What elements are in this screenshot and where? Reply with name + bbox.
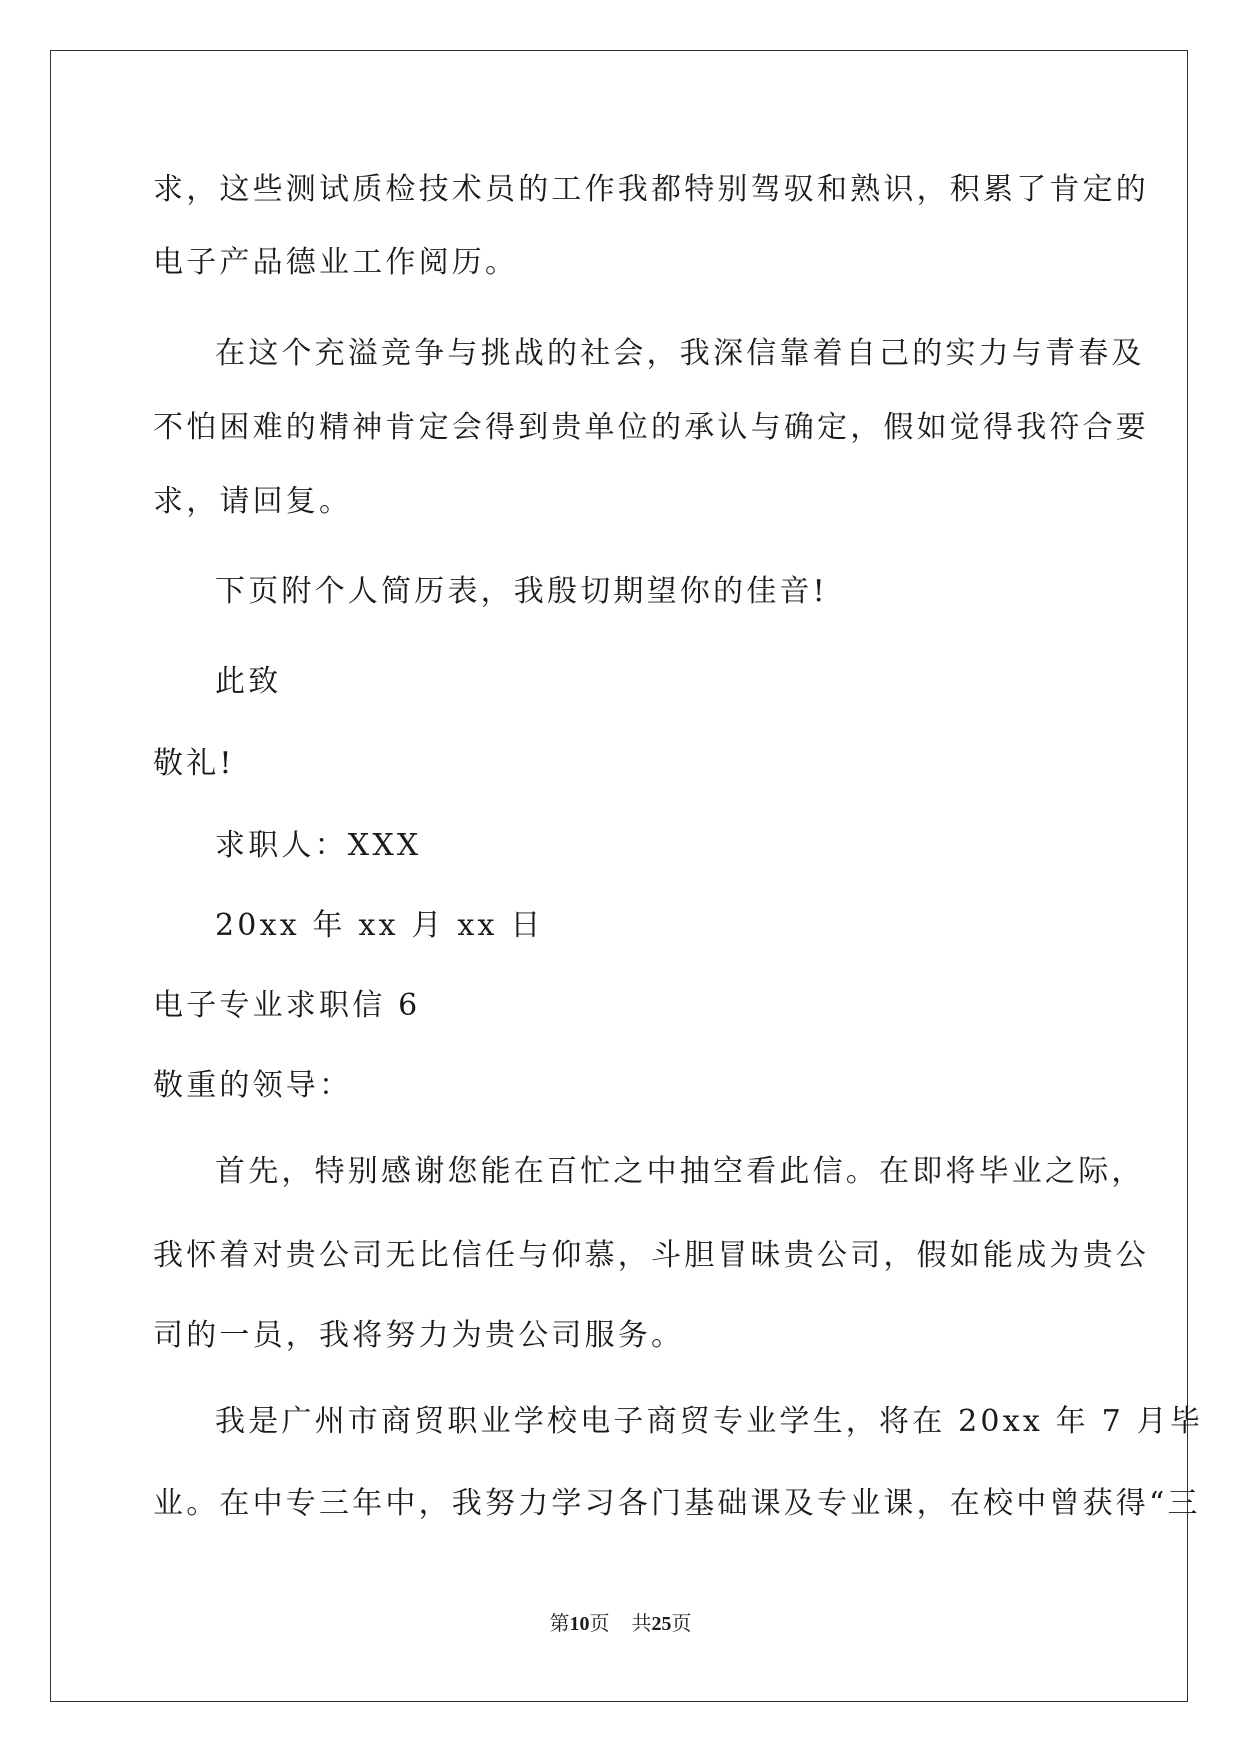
footer-total-prefix: 共: [631, 1611, 652, 1635]
body-line: 求，请回复。: [153, 484, 353, 519]
footer-page-current: 10: [569, 1613, 590, 1635]
closing-salutation: 此致: [215, 664, 282, 699]
body-line: 我怀着对贵公司无比信任与仰慕，斗胆冒昧贵公司，假如能成为贵公: [153, 1238, 1149, 1273]
page-footer: [0, 1609, 1241, 1638]
footer-page-total: 25: [651, 1613, 672, 1635]
body-line: 电子产品德业工作阅历。: [153, 245, 519, 280]
footer-page-unit: 页: [589, 1611, 610, 1635]
greeting: 敬重的领导：: [153, 1068, 353, 1103]
footer-total-unit: 页: [671, 1611, 692, 1635]
body-line: 司的一员，我将努力为贵公司服务。: [153, 1318, 685, 1353]
body-line: 业。在中专三年中，我努力学习各门基础课及专业课，在校中曾获得“三: [153, 1486, 1201, 1521]
signature-date: 20xx 年 xx 月 xx 日: [215, 908, 544, 943]
body-line: 求，这些测试质检技术员的工作我都特别驾驭和熟识，积累了肯定的: [153, 172, 1149, 207]
paragraph-line: 下页附个人简历表，我殷切期望你的佳音!: [215, 574, 828, 609]
paragraph-line: 在这个充溢竞争与挑战的社会，我深信靠着自己的实力与青春及: [215, 336, 1145, 371]
section-heading: 电子专业求职信 6: [153, 988, 421, 1023]
page-border: [50, 50, 1188, 1702]
paragraph-line: 我是广州市商贸职业学校电子商贸专业学生，将在 20xx 年 7 月毕: [215, 1404, 1204, 1439]
paragraph-line: 首先，特别感谢您能在百忙之中抽空看此信。在即将毕业之际，: [215, 1154, 1145, 1189]
signature-name: 求职人：XXX: [215, 828, 422, 863]
footer-page-prefix: 第: [549, 1611, 570, 1635]
closing-regards: 敬礼!: [153, 746, 235, 781]
body-line: 不怕困难的精神肯定会得到贵单位的承认与确定，假如觉得我符合要: [153, 410, 1149, 445]
